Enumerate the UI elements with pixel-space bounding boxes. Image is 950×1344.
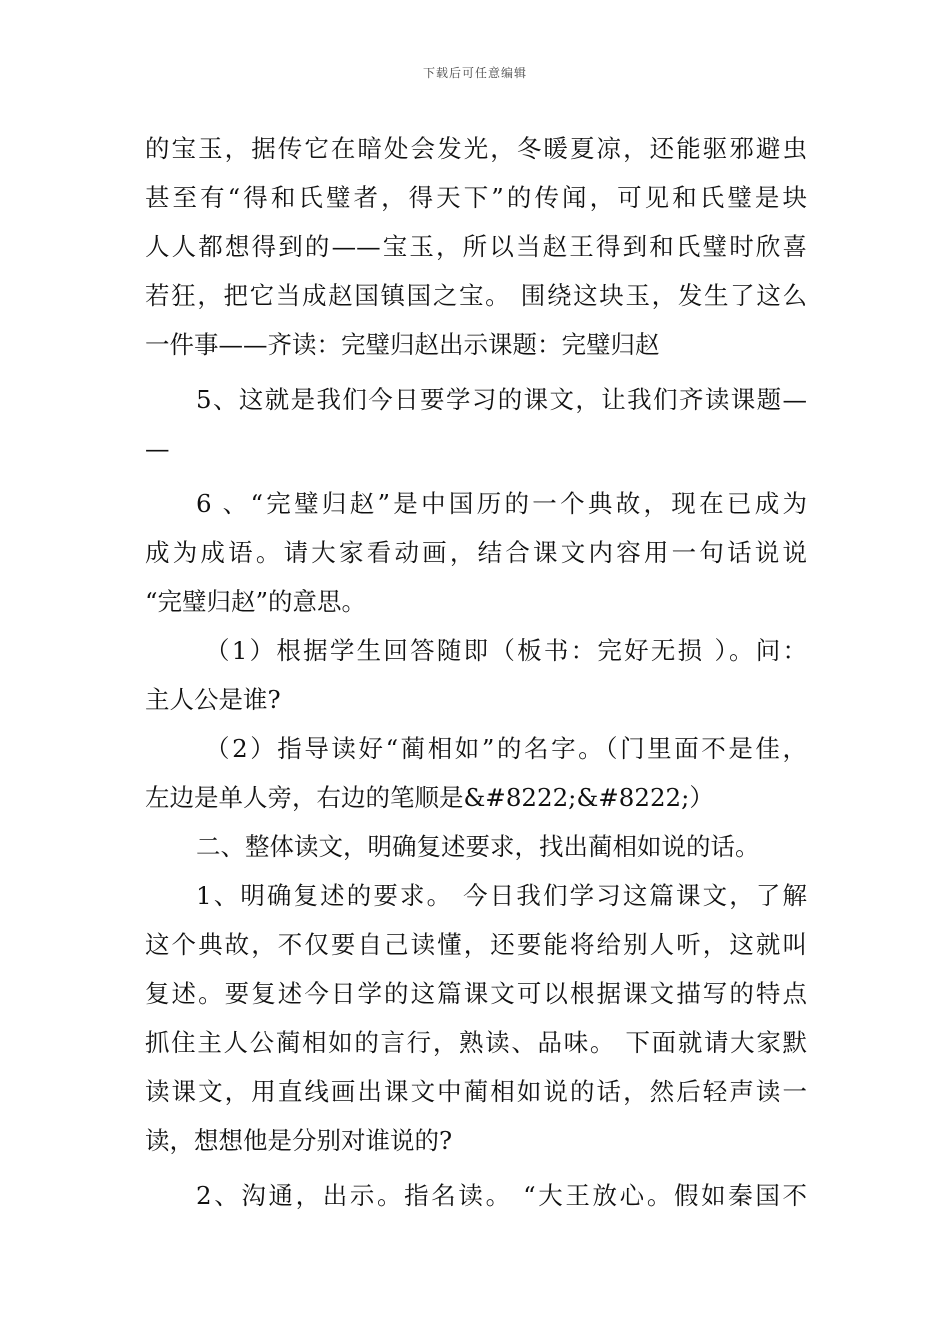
document-body <box>145 124 807 1220</box>
text-line: 甚至有“得和氏璧者，得天下”的传闻，可见和氏璧是块 <box>145 183 807 212</box>
paragraph <box>145 724 807 822</box>
text-line: 若狂，把它当成赵国镇国之宝。 围绕这块玉，发生了这么 <box>145 281 807 310</box>
paragraph <box>145 1171 807 1220</box>
text-line: 1、明确复述的要求。 今日我们学习这篇课文，了解 <box>196 881 807 910</box>
text-line: 二、整体读文，明确复述要求，找出蔺相如说的话。 <box>196 832 760 861</box>
text-line: （2）指导读好“蔺相如”的名字。（门里面不是佳， <box>205 734 807 763</box>
text-line: 主人公是谁? <box>145 685 281 714</box>
text-line: （1）根据学生回答随即（板书：完好无损 ）。问： <box>205 636 807 665</box>
paragraph <box>145 124 807 369</box>
text-line: 一件事——齐读：完璧归赵出示课题：完璧归赵 <box>145 330 660 359</box>
text-line: 这个典故，不仅要自己读懂，还要能将给别人听，这就叫 <box>145 930 807 959</box>
paragraph <box>145 871 807 1165</box>
page-header: 下载后可任意编辑 <box>422 66 527 80</box>
paragraph <box>145 626 807 724</box>
text-line: 6 、“完璧归赵”是中国历的一个典故，现在已成为 <box>196 489 807 518</box>
text-line: — <box>145 434 170 463</box>
text-line: 2、沟通，出示。指名读。 “大王放心。假如秦国不 <box>196 1181 807 1210</box>
text-line: 左边是单人旁，右边的笔顺是&#8222;&#8222;） <box>145 783 714 812</box>
text-line: 人人都想得到的——宝玉，所以当赵王得到和氏璧时欣喜 <box>145 232 807 261</box>
paragraph <box>145 822 807 871</box>
text-line: 的宝玉，据传它在暗处会发光，冬暖夏凉，还能驱邪避虫 <box>145 134 807 163</box>
text-line: 5、这就是我们今日要学习的课文，让我们齐读课题— <box>196 385 807 414</box>
text-line: 成为成语。请大家看动画，结合课文内容用一句话说说 <box>145 538 807 567</box>
paragraph <box>145 375 807 473</box>
text-line: 复述。要复述今日学的这篇课文可以根据课文描写的特点 <box>145 979 807 1008</box>
paragraph <box>145 479 807 626</box>
text-line: “完璧归赵”的意思。 <box>145 587 367 616</box>
text-line: 抓住主人公蔺相如的言行，熟读、品味。 下面就请大家默 <box>145 1028 807 1057</box>
text-line: 读，想想他是分别对谁说的? <box>145 1126 453 1155</box>
text-line: 读课文，用直线画出课文中蔺相如说的话，然后轻声读一 <box>145 1077 807 1106</box>
